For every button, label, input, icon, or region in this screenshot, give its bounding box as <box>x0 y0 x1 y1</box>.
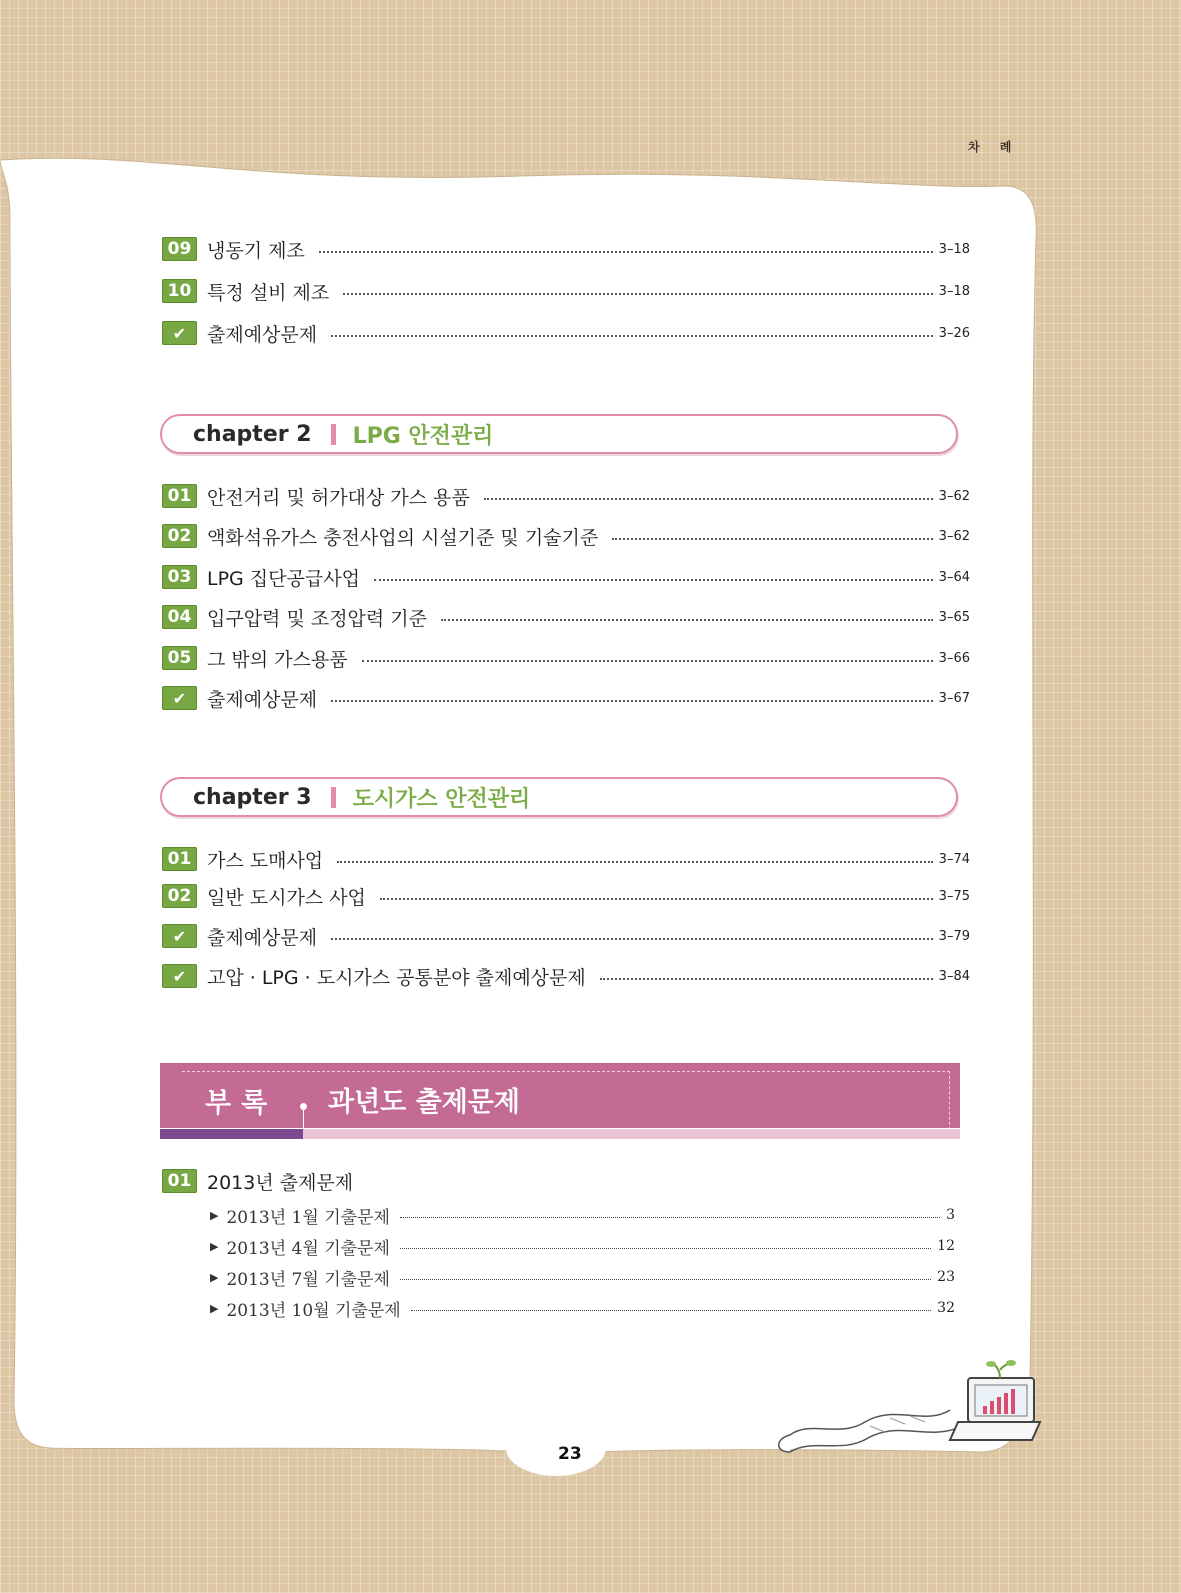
dot-leader <box>343 293 932 295</box>
dot-leader <box>400 1279 931 1280</box>
toc-page-number: 3–67 <box>938 690 970 706</box>
chapter-divider <box>331 787 336 808</box>
toc-row[interactable] <box>162 684 970 712</box>
toc-item-title: 그 밖의 가스용품 <box>207 648 348 671</box>
toc-item-title: 일반 도시가스 사업 <box>207 886 366 909</box>
entry-label: 2013년 4월 기출문제 <box>226 1238 390 1259</box>
toc-row[interactable] <box>162 482 970 510</box>
toc-page-number: 3–62 <box>938 488 970 504</box>
pin-icon <box>300 1103 307 1110</box>
entry-page-number: 3 <box>946 1207 955 1223</box>
dot-leader <box>612 538 932 540</box>
dot-leader <box>331 335 933 337</box>
item-number-badge: 01 <box>162 1169 197 1193</box>
dot-leader <box>331 938 933 940</box>
chapter-title: 도시가스 안전관리 <box>352 786 531 812</box>
check-icon: ✔ <box>162 964 197 988</box>
chapter-2-header[interactable] <box>160 414 958 454</box>
toc-row[interactable] <box>162 922 970 950</box>
toc-page-number: 3–62 <box>938 528 970 544</box>
dot-leader <box>400 1217 940 1218</box>
appendix-entry[interactable] <box>210 1296 955 1320</box>
appendix-entry[interactable] <box>210 1203 955 1227</box>
appendix-entry[interactable] <box>210 1234 955 1258</box>
laptop-chart-illustration <box>770 1360 1045 1470</box>
toc-item-title: 출제예상문제 <box>207 926 318 949</box>
toc-page-number: 3–65 <box>938 609 970 625</box>
item-number-badge: 04 <box>162 605 197 629</box>
toc-row[interactable] <box>162 644 970 672</box>
toc-page-number: 3–18 <box>938 241 970 257</box>
toc-item-title: 출제예상문제 <box>207 688 318 711</box>
dot-leader <box>600 978 933 980</box>
chapter-divider <box>331 424 336 445</box>
dot-leader <box>484 498 933 500</box>
appendix-underline-dark <box>160 1129 303 1139</box>
item-number-badge: 01 <box>162 847 197 871</box>
toc-row[interactable] <box>162 882 970 910</box>
toc-page-number: 3–66 <box>938 650 970 666</box>
toc-item-title: LPG 집단공급사업 <box>207 567 360 590</box>
dot-leader <box>380 898 933 900</box>
toc-row[interactable] <box>162 235 970 263</box>
triangle-bullet-icon: ▶ <box>210 1301 219 1315</box>
item-number-badge: 05 <box>162 646 197 670</box>
item-number-badge: 03 <box>162 565 197 589</box>
appendix-underline-light <box>303 1129 960 1139</box>
entry-label: 2013년 10월 기출문제 <box>226 1300 401 1321</box>
toc-item-title: 가스 도매사업 <box>207 849 324 872</box>
appendix-dashed-border <box>182 1071 950 1135</box>
chapter-label: chapter 3 <box>193 784 312 810</box>
item-number-badge: 01 <box>162 484 197 508</box>
entry-page-number: 23 <box>937 1269 955 1285</box>
toc-item-title: 고압 · LPG · 도시가스 공통분야 출제예상문제 <box>207 966 586 989</box>
toc-item-title: 액화석유가스 충전사업의 시설기준 및 기술기준 <box>207 526 599 549</box>
toc-page-number: 3–18 <box>938 283 970 299</box>
dot-leader <box>441 619 933 621</box>
dot-leader <box>337 861 933 863</box>
toc-item-title: 출제예상문제 <box>207 323 318 346</box>
chapter-title: LPG 안전관리 <box>352 423 494 449</box>
entry-page-number: 32 <box>937 1300 955 1316</box>
dot-leader <box>374 579 933 581</box>
toc-row[interactable] <box>162 522 970 550</box>
toc-item-title: 입구압력 및 조정압력 기준 <box>207 607 428 630</box>
dot-leader <box>400 1248 931 1249</box>
toc-page-number: 3–64 <box>938 569 970 585</box>
toc-page-number: 3–84 <box>938 968 970 984</box>
triangle-bullet-icon: ▶ <box>210 1208 219 1222</box>
check-icon: ✔ <box>162 321 197 345</box>
entry-page-number: 12 <box>937 1238 955 1254</box>
toc-item-title: 특정 설비 제조 <box>207 281 330 304</box>
toc-item-title: 냉동기 제조 <box>207 239 305 262</box>
appendix-entry[interactable] <box>210 1265 955 1289</box>
dot-leader <box>411 1310 931 1311</box>
dot-leader <box>362 660 933 662</box>
appendix-banner[interactable] <box>160 1063 960 1141</box>
appendix-section-title: 2013년 출제문제 <box>207 1171 354 1194</box>
toc-row[interactable] <box>162 845 970 873</box>
item-number-badge: 02 <box>162 884 197 908</box>
item-number-badge: 09 <box>162 237 197 261</box>
item-number-badge: 02 <box>162 524 197 548</box>
page-number: 23 <box>558 1444 582 1464</box>
section-header: 차 례 <box>968 140 1020 154</box>
toc-page-number: 3–75 <box>938 888 970 904</box>
triangle-bullet-icon: ▶ <box>210 1239 219 1253</box>
check-icon: ✔ <box>162 924 197 948</box>
dot-leader <box>319 251 933 253</box>
toc-row[interactable] <box>162 962 970 990</box>
toc-row[interactable] <box>162 277 970 305</box>
appendix-title: 과년도 출제문제 <box>328 1087 520 1118</box>
toc-page-number: 3–74 <box>938 851 970 867</box>
item-number-badge: 10 <box>162 279 197 303</box>
chapter-label: chapter 2 <box>193 421 312 447</box>
appendix-tag: 부록 <box>205 1088 278 1119</box>
toc-page-number: 3–79 <box>938 928 970 944</box>
entry-label: 2013년 1월 기출문제 <box>226 1207 390 1228</box>
pin-line <box>303 1110 304 1129</box>
chapter-3-header[interactable] <box>160 777 958 817</box>
toc-page-number: 3–26 <box>938 325 970 341</box>
page-number-tab <box>506 1420 606 1476</box>
appendix-section-row[interactable] <box>162 1167 970 1195</box>
dot-leader <box>331 700 933 702</box>
toc-item-title: 안전거리 및 허가대상 가스 용품 <box>207 486 470 509</box>
check-icon: ✔ <box>162 686 197 710</box>
triangle-bullet-icon: ▶ <box>210 1270 219 1284</box>
entry-label: 2013년 7월 기출문제 <box>226 1269 390 1290</box>
toc-row[interactable] <box>162 603 970 631</box>
toc-row[interactable] <box>162 319 970 347</box>
toc-row[interactable] <box>162 563 970 591</box>
